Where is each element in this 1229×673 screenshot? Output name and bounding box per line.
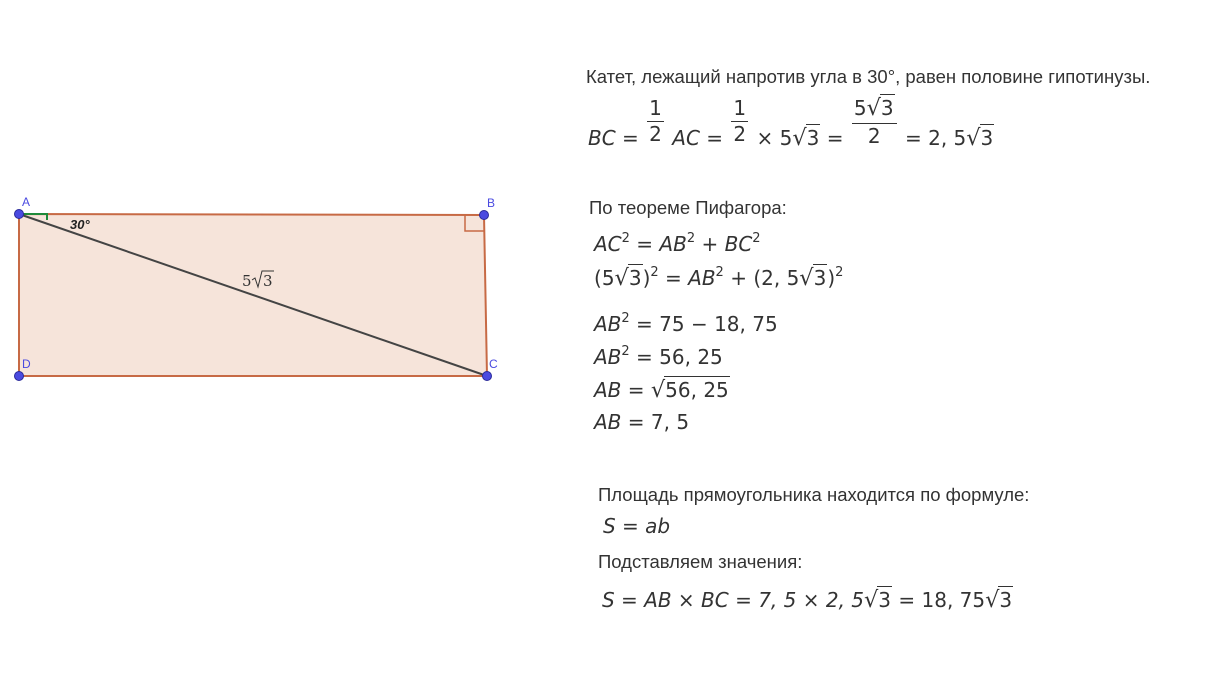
- f1-ac: AC: [672, 126, 700, 151]
- f1-half1-num: 1: [649, 96, 662, 121]
- eq-ab-result: AB = 7, 5: [594, 410, 690, 434]
- label-b: B: [487, 196, 496, 210]
- angle-label: 30°: [70, 217, 90, 232]
- f1-frac-five: 5: [853, 96, 867, 120]
- eq-ab-squared-diff: $AB^2 = 75 - 18$, 75: [594, 311, 778, 336]
- label-a: A: [22, 195, 31, 209]
- point-d: [15, 372, 24, 381]
- f1-half2-num: 1: [733, 96, 747, 121]
- f1-sqrt3-c: 3: [980, 126, 994, 151]
- f1-five: 5: [779, 126, 793, 151]
- f1-sqrt3-a: 3: [806, 126, 820, 151]
- f1-eq3: =: [826, 126, 844, 151]
- eq-ab-root: AB = √56, 25: [594, 377, 729, 403]
- svg-text:5: 5: [242, 272, 252, 290]
- label-c: C: [489, 357, 498, 371]
- f1-result-coef: 2, 5: [928, 126, 967, 151]
- eq-area-final: S = AB × BC = 7, 5 × 2, 5√3 = 18, 75√3: [602, 587, 1013, 613]
- eq-pythagoras: $AC^2 = AB^2 + BC^2$: [594, 231, 761, 256]
- f1-eq2: =: [706, 126, 724, 151]
- f1-half1-den: 2: [649, 122, 662, 147]
- caption-substitute: Подставляем значения:: [598, 551, 803, 572]
- f1-half2-den: 2: [733, 122, 747, 147]
- caption-area-formula: Площадь прямоугольника находится по формуле:: [598, 484, 1030, 505]
- eq-substitution: $(5√3)^2 = AB^2 + (2$, 5√3)$^2$: [594, 265, 844, 291]
- f1-eq4: =: [904, 126, 922, 151]
- caption-leg-opposite-30: Катет, лежащий напротив угла в 30°, равен половине гипотинузы.: [586, 66, 1151, 87]
- f1-eq1: =: [622, 126, 639, 151]
- rectangle-diagram: [0, 0, 560, 673]
- caption-pythagoras: По теореме Пифагора:: [589, 197, 787, 218]
- label-d: D: [22, 357, 31, 371]
- svg-text:3: 3: [263, 272, 273, 290]
- eq-ab-squared-value: $AB^2 = 56$, 25: [594, 344, 723, 369]
- point-c: [483, 372, 492, 381]
- f1-sqrt3-b: 3: [880, 96, 894, 120]
- formula-bc: BC = $\frac{1}{2}$ AC = $\frac{1}{2}$ × 5√3 = $\frac{5√3}{2}$ = 2, 5√3: [588, 95, 994, 152]
- f1-bc: BC: [588, 126, 616, 151]
- eq-area-formula: S = ab: [603, 514, 671, 538]
- point-b: [480, 211, 489, 220]
- point-a: [15, 210, 24, 219]
- f1-frac-den: 2: [867, 123, 881, 148]
- f1-times: ×: [756, 126, 774, 151]
